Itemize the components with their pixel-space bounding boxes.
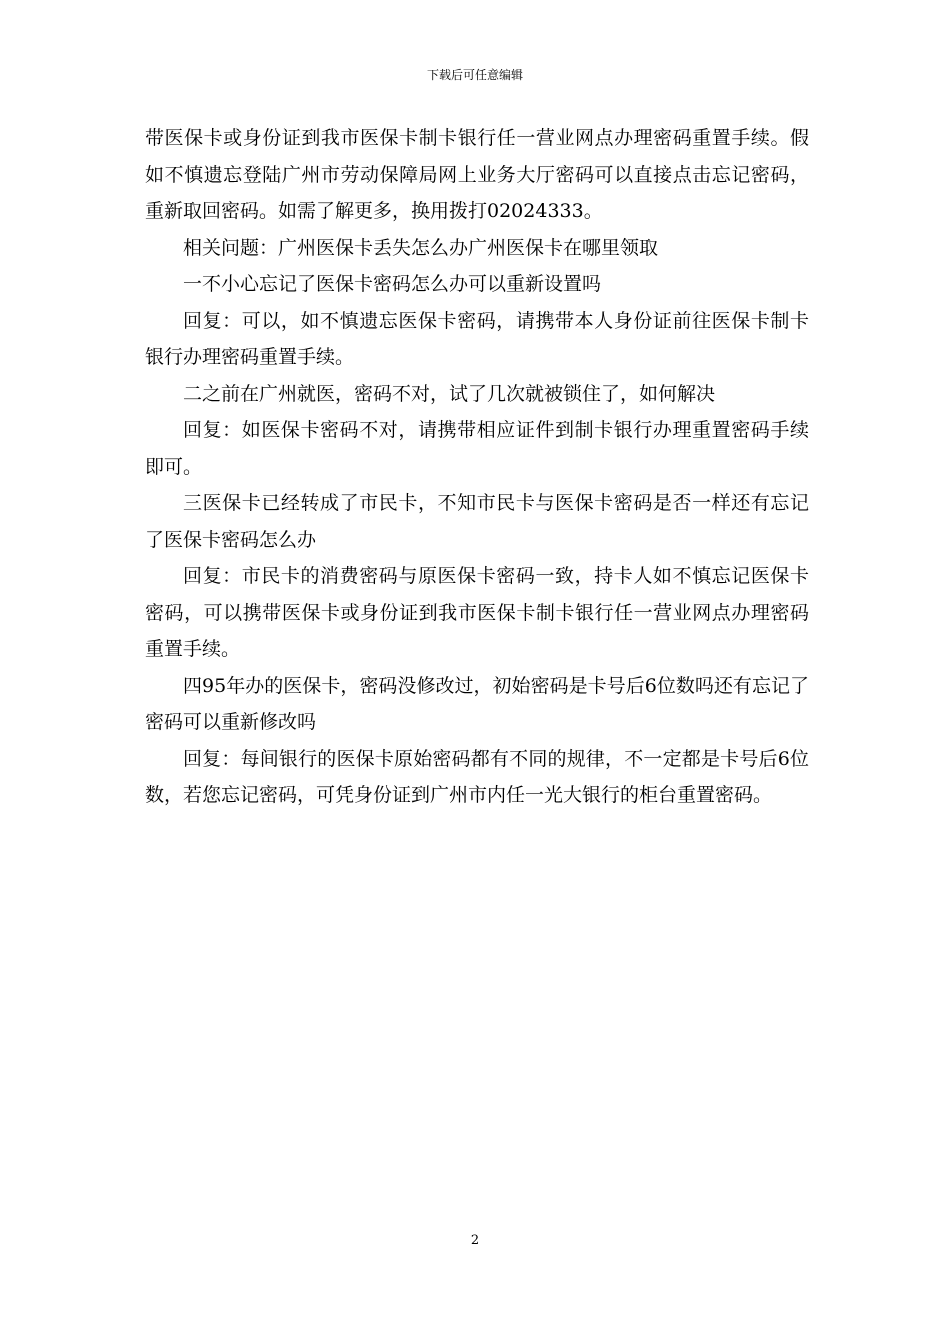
paragraph: 相关问题：广州医保卡丢失怎么办广州医保卡在哪里领取	[183, 236, 659, 259]
paragraph: 三医保卡已经转成了市民卡，不知市民卡与医保卡密码是否一样还有忘记了医保卡密码怎么办	[145, 492, 809, 551]
paragraph: 四95年办的医保卡，密码没修改过，初始密码是卡号后6位数吗还有忘记了密码可以重新修改吗	[145, 674, 809, 733]
document-body	[145, 120, 809, 814]
page-number: 2	[470, 1233, 480, 1248]
paragraph: 带医保卡或身份证到我市医保卡制卡银行任一营业网点办理密码重置手续。假如不慎遗忘登陆广州市劳动保障局网上业务大厅密码可以直接点击忘记密码，重新取回密码。如需了解更多，换用拨打02024333。	[145, 127, 809, 222]
page-header: 下载后可任意编辑	[426, 68, 523, 82]
paragraph: 回复：如医保卡密码不对，请携带相应证件到制卡银行办理重置密码手续即可。	[145, 419, 809, 478]
paragraph: 回复：市民卡的消费密码与原医保卡密码一致，持卡人如不慎忘记医保卡密码，可以携带医保卡或身份证到我市医保卡制卡银行任一营业网点办理密码重置手续。	[145, 565, 809, 660]
paragraph: 回复：可以，如不慎遗忘医保卡密码，请携带本人身份证前往医保卡制卡银行办理密码重置手续。	[145, 309, 809, 368]
paragraph: 一不小心忘记了医保卡密码怎么办可以重新设置吗	[183, 273, 602, 295]
paragraph: 回复：每间银行的医保卡原始密码都有不同的规律，不一定都是卡号后6位数，若您忘记密码，可凭身份证到广州市内任一光大银行的柜台重置密码。	[145, 747, 809, 806]
paragraph: 二之前在广州就医，密码不对，试了几次就被锁住了，如何解决	[183, 382, 716, 405]
